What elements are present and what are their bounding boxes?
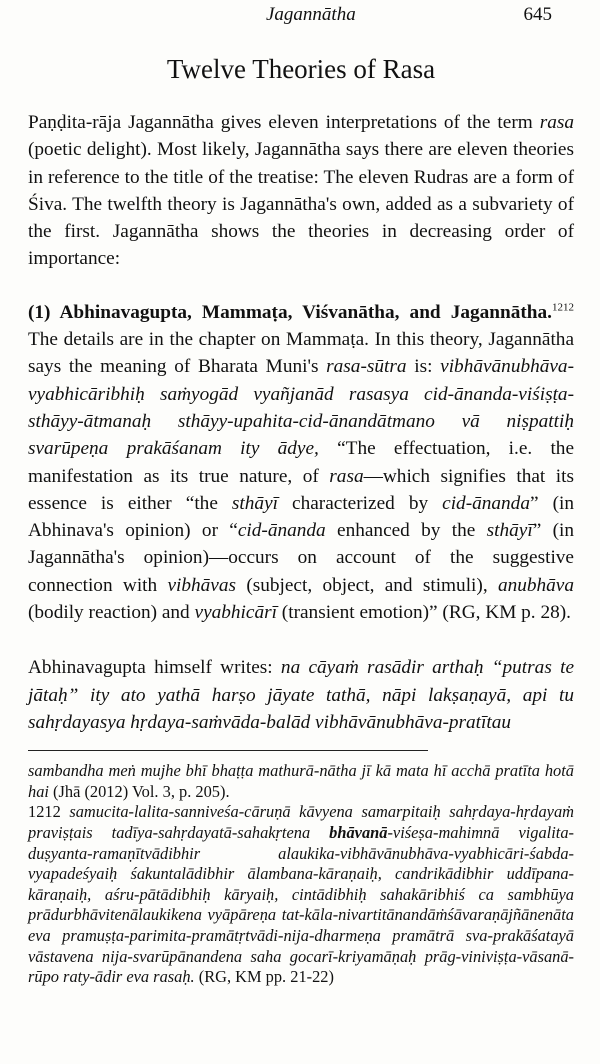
theory-1-heading: (1) Abhinavagupta, Mammaṭa, Viśvanātha, and Jagannātha.	[28, 301, 552, 323]
footnote-ref-1212: 1212	[552, 301, 574, 314]
theory-1-paragraph: (1) Abhinavagupta, Mammaṭa, Viśvanātha, and Jagannātha.$^{1212}$ The details are in the chapter on Mammaṭa. In this theory, Jagannātha says the meaning of Bharata Muni's rasa-sūtra is: vibhāvānubhāva-vyabhicāribhiḥ saṁyogād vyañjanād rasasya cid-ānanda-viśiṣṭa-sthāyy-ātmanaḥ sthāyy-upahita-cid-ānandātmano vā niṣpattiḥ svarūpeṇa prakāśanam ity ādye, “The effectuation, i.e. the manifestation as its true nature, of rasa—which signifies that its essence is either “the sthāyī characterized by cid-ānanda” (in Abhinava's opinion) or “cid-ānanda enhanced by the sthāyī” (in Jagannātha's opinion)—occurs on account of the suggestive connection with vibhāvas (subject, object, and stimuli), anubhāva (bodily reaction) and vyabhicārī (transient emotion)” (RG, KM p. 28).	[28, 301, 575, 624]
running-head	[28, 0, 574, 34]
intro-paragraph: Paṇḍita-rāja Jagannātha gives eleven interpretations of the term rasa (poetic delight). Most likely, Jagannātha says there are eleven theories in reference to the title of the treatise: The eleven Rudras are a form of Śiva. The twelfth theory is Jagannātha's own, added as a subvariety of the first. Jagannātha shows the theories in decreasing order of importance:	[28, 112, 574, 270]
abhinavagupta-paragraph: Abhinavagupta himself writes: na cāyaṁ rasādir arthaḥ “putras te jātaḥ” ity ato yathā harṣo jāyate tathā, nāpi lakṣaṇayā, api tu sahṛdayasya hṛdaya-saṁvāda-balād vibhāvānubhāva-pratītau	[28, 657, 574, 733]
footnote-divider	[28, 750, 428, 751]
running-title: Jagannātha	[266, 4, 356, 25]
footnote-continuation: sambandha meṅ mujhe bhī bhaṭṭa mathurā-nātha jī kā mata hī acchā pratīta hotā hai (Jhā (2012) Vol. 3, p. 205).	[28, 761, 574, 801]
footnote-number: 1212	[28, 802, 61, 822]
page-number: 645	[523, 4, 552, 25]
section-title: Twelve Theories of Rasa	[166, 54, 436, 84]
footnote-1212: 1212 samucita-lalita-sanniveśa-cāruṇā kāvyena samarpitaiḥ sahṛdaya-hṛdayaṁ praviṣṭais tadīya-sahṛdayatā-sahakṛtena bhāvanā-viśeṣa-mahimnā vigalita-duṣyanta-ramaṇītvādibhir alaukika-vibhāvānubhāva-vyabhicāri-śabda-vyapadeśyaiḥ śakuntalādibhir ālambana-kāraṇaiḥ, candrikādibhir uddīpana-kāraṇaiḥ, aśru-pātādibhiḥ kāryaiḥ, cintādibhiḥ sahakāribhiś ca sambhūya prādurbhāvitenālaukikena vyāpāreṇa tat-kāla-nivartitānandāṁśāvaraṇājñānenāta eva pramuṣṭa-parimita-pramātṛtvādi-nija-dharmeṇa pramātrā sva-prakāśatayā vāstavena nija-svarūpānandena saha gocarī-kriyamāṇaḥ prāg-viniviṣṭa-vāsanā-rūpo raty-ādir eva rasaḥ. (RG, KM pp. 21-22)	[28, 802, 574, 987]
